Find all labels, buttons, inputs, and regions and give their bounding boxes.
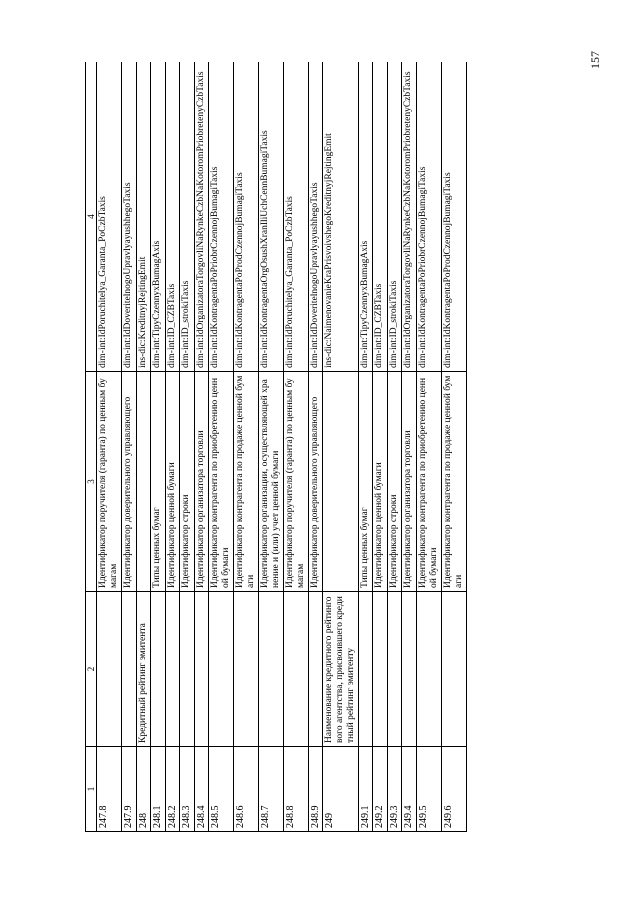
row-name-cell bbox=[258, 592, 283, 747]
row-number-cell: 249.3 bbox=[387, 747, 402, 832]
row-code-cell: dim-int:IdKontragentaPoPriobrCzennojBumagiTaxis bbox=[209, 62, 234, 372]
row-code-cell: dim-int:ID_strokiTaxis bbox=[387, 62, 402, 372]
row-name-cell bbox=[373, 592, 388, 747]
row-number-cell: 249.4 bbox=[402, 747, 417, 832]
table-row bbox=[283, 62, 308, 832]
table-row bbox=[122, 62, 137, 832]
row-code-cell: dim-int:IdOrganizatoraTorgovliNaRynkeCzbNaKotoromPriobretenyCzbTaxis bbox=[402, 62, 417, 372]
row-description-cell: Типы ценных бумаг bbox=[358, 372, 373, 592]
row-code-cell: dim-int:ID_CZBTaxis bbox=[373, 62, 388, 372]
row-name-cell: Кредитный рейтинг эмитента bbox=[136, 592, 151, 747]
row-name-cell bbox=[234, 592, 259, 747]
table-row bbox=[323, 62, 359, 832]
row-number-cell: 247.9 bbox=[122, 747, 137, 832]
row-code-cell: dim-int:IdPoruchitelya_Garanta_PoCzbTaxis bbox=[97, 62, 122, 372]
row-code-cell: dim-int:ID_strokiTaxis bbox=[180, 62, 195, 372]
row-name-cell bbox=[283, 592, 308, 747]
page-number: 157 bbox=[588, 51, 602, 69]
row-code-cell: dim-int:TipyCzennyxBumagAxis bbox=[358, 62, 373, 372]
row-code-cell: dim-int:IdKontragentaPoPriobrCzennojBumagiTaxis bbox=[416, 62, 441, 372]
row-name-cell bbox=[180, 592, 195, 747]
row-description-cell: Идентификатор поручителя (гаранта) по ценным бумагам bbox=[283, 372, 308, 592]
row-code-cell: ins-dic:NaimenovanieKraPrisvoivshegoKreditnyjRejtingEmit bbox=[323, 62, 359, 372]
row-name-cell bbox=[416, 592, 441, 747]
row-description-cell: Идентификатор доверительного управляющего bbox=[308, 372, 323, 592]
row-name-cell bbox=[151, 592, 166, 747]
row-code-cell: dim-int:ID_CZBTaxis bbox=[165, 62, 180, 372]
row-code-cell: ins-dic:KreditnyjRejtingEmit bbox=[136, 62, 151, 372]
row-description-cell: Идентификатор строки bbox=[180, 372, 195, 592]
table-row bbox=[387, 62, 402, 832]
row-number-cell: 249.2 bbox=[373, 747, 388, 832]
row-name-cell: Наименование кредитного рейтингового агентства, присвоившего кредитный рейтинг эмитенту bbox=[323, 592, 359, 747]
column-header: 4 bbox=[86, 62, 97, 372]
row-number-cell: 248.3 bbox=[180, 747, 195, 832]
table-row bbox=[194, 62, 209, 832]
row-number-cell: 249.5 bbox=[416, 747, 441, 832]
row-description-cell: Идентификатор ценной бумаги bbox=[373, 372, 388, 592]
row-name-cell bbox=[358, 592, 373, 747]
row-description-cell: Типы ценных бумаг bbox=[151, 372, 166, 592]
row-description-cell: Идентификатор контрагента по приобретению ценной бумаги bbox=[209, 372, 234, 592]
row-name-cell bbox=[194, 592, 209, 747]
table-row bbox=[402, 62, 417, 832]
row-description-cell: Идентификатор контрагента по продаже ценной бумаги bbox=[234, 372, 259, 592]
row-name-cell bbox=[209, 592, 234, 747]
row-number-cell: 248.2 bbox=[165, 747, 180, 832]
row-description-cell: Идентификатор контрагента по приобретению ценной бумаги bbox=[416, 372, 441, 592]
table-body bbox=[86, 62, 467, 832]
table-row bbox=[258, 62, 283, 832]
row-code-cell: dim-int:IdOrganizatoraTorgovliNaRynkeCzbNaKotoromPriobretenyCzbTaxis bbox=[194, 62, 209, 372]
row-code-cell: dim-int:IdKontragentaPoProdCzennojBumagiTaxis bbox=[234, 62, 259, 372]
table-row bbox=[441, 62, 466, 832]
row-number-cell: 248.1 bbox=[151, 747, 166, 832]
row-number-cell: 248.6 bbox=[234, 747, 259, 832]
row-code-cell: dim-int:IdKontragentaOrgOsushXranIliUchCennBumagiTaxis bbox=[258, 62, 283, 372]
row-code-cell: dim-int:TipyCzennyxBumagAxis bbox=[151, 62, 166, 372]
row-description-cell bbox=[323, 372, 359, 592]
row-number-cell: 247.8 bbox=[97, 747, 122, 832]
row-number-cell: 248.5 bbox=[209, 747, 234, 832]
data-table bbox=[85, 62, 467, 832]
column-header: 1 bbox=[86, 747, 97, 832]
row-description-cell: Идентификатор строки bbox=[387, 372, 402, 592]
row-name-cell bbox=[165, 592, 180, 747]
table-row bbox=[97, 62, 122, 832]
table-header-row bbox=[86, 62, 97, 832]
row-description-cell: Идентификатор поручителя (гаранта) по ценным бумагам bbox=[97, 372, 122, 592]
row-number-cell: 248.9 bbox=[308, 747, 323, 832]
row-number-cell: 249.6 bbox=[441, 747, 466, 832]
row-number-cell: 249 bbox=[323, 747, 359, 832]
row-name-cell bbox=[387, 592, 402, 747]
column-header: 3 bbox=[86, 372, 97, 592]
table-row bbox=[165, 62, 180, 832]
row-description-cell: Идентификатор организатора торговли bbox=[402, 372, 417, 592]
row-name-cell bbox=[402, 592, 417, 747]
table-row bbox=[308, 62, 323, 832]
row-name-cell bbox=[308, 592, 323, 747]
table-row bbox=[358, 62, 373, 832]
table-row bbox=[136, 62, 151, 832]
column-header: 2 bbox=[86, 592, 97, 747]
table-row bbox=[234, 62, 259, 832]
table-row bbox=[209, 62, 234, 832]
row-number-cell: 249.1 bbox=[358, 747, 373, 832]
row-description-cell: Идентификатор организации, осуществляющей хранение и (или) учет ценной бумаги bbox=[258, 372, 283, 592]
table-row bbox=[416, 62, 441, 832]
row-number-cell: 248 bbox=[136, 747, 151, 832]
row-name-cell bbox=[441, 592, 466, 747]
row-description-cell: Идентификатор ценной бумаги bbox=[165, 372, 180, 592]
row-number-cell: 248.4 bbox=[194, 747, 209, 832]
table-container bbox=[85, 62, 585, 832]
row-description-cell bbox=[136, 372, 151, 592]
table-row bbox=[180, 62, 195, 832]
row-code-cell: dim-int:IdDoveritelnogoUpravlyayushhegoTaxis bbox=[308, 62, 323, 372]
row-name-cell bbox=[97, 592, 122, 747]
row-description-cell: Идентификатор организатора торговли bbox=[194, 372, 209, 592]
row-code-cell: dim-int:IdKontragentaPoProdCzennojBumagiTaxis bbox=[441, 62, 466, 372]
rotated-page bbox=[85, 62, 585, 832]
row-description-cell: Идентификатор контрагента по продаже ценной бумаги bbox=[441, 372, 466, 592]
table-row bbox=[151, 62, 166, 832]
row-description-cell: Идентификатор доверительного управляющего bbox=[122, 372, 137, 592]
row-code-cell: dim-int:IdDoveritelnogoUpravlyayushhegoTaxis bbox=[122, 62, 137, 372]
row-number-cell: 248.7 bbox=[258, 747, 283, 832]
row-number-cell: 248.8 bbox=[283, 747, 308, 832]
row-code-cell: dim-int:IdPoruchitelya_Garanta_PoCzbTaxis bbox=[283, 62, 308, 372]
table-row bbox=[373, 62, 388, 832]
row-name-cell bbox=[122, 592, 137, 747]
